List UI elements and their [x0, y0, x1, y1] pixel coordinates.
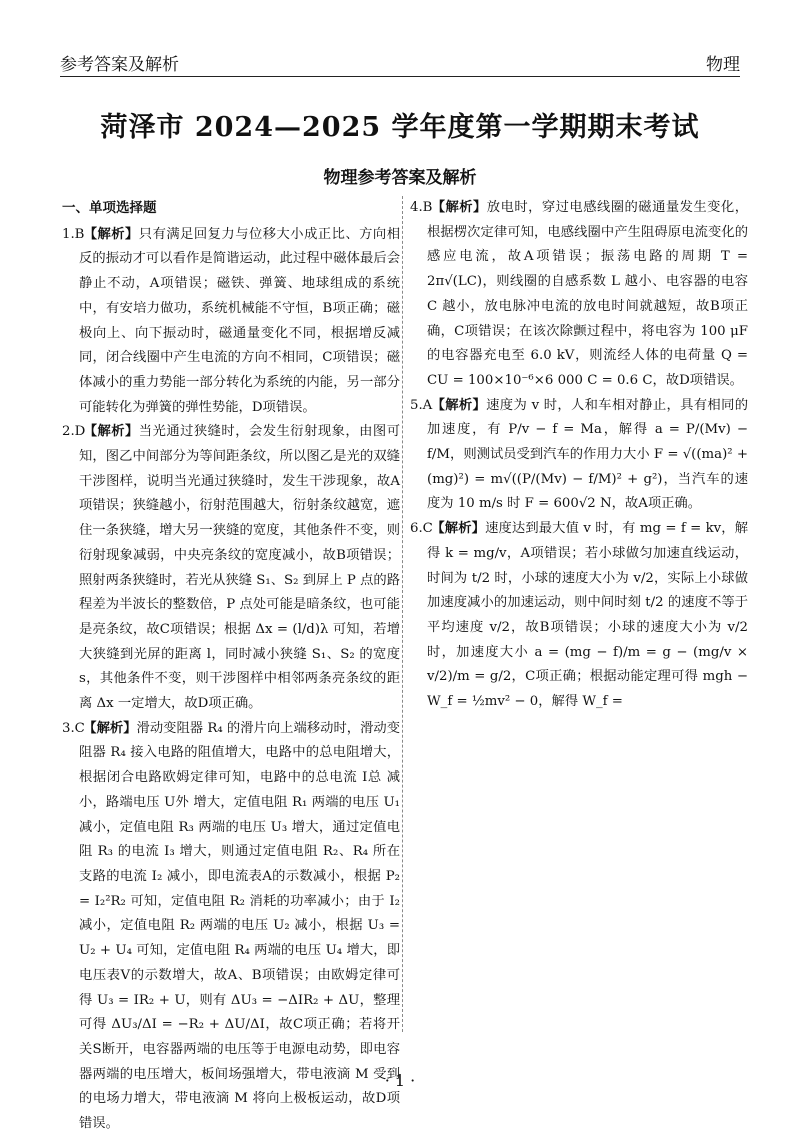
answer-text: 只有满足回复力与位移大小成正比、方向相反的振动才可以看作是简谐运动，此过程中磁体最后会静止不动，A项错误；磁铁、弹簧、地球组成的系统中，有安培力做功，系统机械能不守恒，B项正确；磁极向上、向下振动时，磁通量变化不同，根据增反减同，闭合线圈中产生电流的方向不相同，C项错误；磁体减小的重力势能一部分转化为系统的内能，另一部分可能转化为弹簧的弹性势能，D项错误。: [79, 226, 400, 415]
answer-tag: 【解析】: [83, 720, 137, 736]
page-number: · 1 ·: [384, 1071, 416, 1090]
header-subject: 物理: [706, 55, 740, 75]
answer-tag: 【解析】: [431, 397, 487, 413]
page-subtitle: 物理参考答案及解析: [323, 168, 477, 188]
right-column: [410, 196, 748, 1046]
answer-text: 放电时，穿过电感线圈的磁通量发生变化，根据楞次定律可知，电感线圈中产生阻碍原电流变化的感应电流，故A项错误；振荡电路的周期 T = 2π√(LC)，则线圈的自感系数 L 越小、电容器的电容 C 越小，放电脉冲电流的放电时间就越短，故B项正确，C项错误；在该次除颤过程中，将电容为 100 μF 的电容器充电至 6.0 kV，则流经人体的电荷量 Q = CU = 100×10⁻⁶×6 000 C = 0.6 C，故D项错误。: [427, 200, 748, 388]
answer-tag: 【解析】: [83, 424, 139, 440]
answer-tag: 【解析】: [83, 226, 139, 242]
answer-text: 速度为 v 时，人和车相对静止，具有相同的加速度，有 P/v − f = Ma，解得 a = P/(Mv) − f/M，则测试员受到汽车的作用力大小 F = √((ma)² + (mg)²) = m√((P/(Mv) − f/M)² + g²)，当汽车的速度为 10 m/s 时 F = 600√2 N，故A项正确。: [427, 397, 749, 512]
answer-1: [62, 223, 400, 421]
answer-number: 5.A: [410, 397, 433, 413]
answer-5: [410, 394, 748, 518]
answer-text: 滑动变阻器 R₄ 的滑片向上端移动时，滑动变阻器 R₄ 接入电路的阻值增大，电路中的总电阻增大，根据闭合电路欧姆定律可知，电路中的总电流 I总 减小，路端电压 U外 增大，定值电阻 R₁ 两端的电压 U₁ 减小，定值电阻 R₃ 两端的电压 U₃ 增大，通过定值电阻 R₃ 的电流 I₃ 增大，则通过定值电阻 R₂、R₄ 所在支路的电流 I₂ 减小，即电流表A的示数减小，根据 P₂ = I₂²R₂ 可知，定值电阻 R₂ 消耗的功率减小；由于 I₂ 减小，定值电阻 R₂ 两端的电压 U₂ 减小，根据 U₃ = U₂ + U₄ 可知，定值电阻 R₄ 两端的电压 U₄ 增大，即电压表V的示数增大，故A、B项错误；由欧姆定律可得 U₃ = IR₂ + U，则有 ΔU₃ = −ΔIR₂ + ΔU，整理可得 ΔU₃/ΔI = −R₂ + ΔU/ΔI，故C项正确；若将开关S断开，电容器两端的电压等于电源电动势，即电容器两端的电压增大，板间场强增大，带电液滴 M 受到的电场力增大，带电液滴 M 将向上极板运动，故D项错误。: [79, 720, 401, 1132]
header-left-text: 参考答案及解析: [60, 55, 179, 75]
answer-number: 6.C: [410, 521, 433, 537]
answer-4: [410, 196, 748, 394]
answer-number: 1.B: [62, 226, 85, 242]
answer-number: 2.D: [62, 424, 86, 440]
answer-tag: 【解析】: [431, 521, 486, 537]
answer-6: [410, 517, 748, 715]
page-header: [60, 46, 740, 77]
left-column: [62, 196, 401, 1132]
answer-number: 4.B: [410, 200, 433, 215]
section-title: 一、单项选择题: [62, 200, 157, 216]
answer-text: 速度达到最大值 v 时，有 mg = f = kv，解得 k = mg/v，A项错误；若小球做匀加速直线运动，时间为 t/2 时，小球的速度大小为 v/2，实际上小球做加速度减小的加速运动，则中间时刻 t/2 的速度不等于平均速度 v/2，故B项错误；小球的速度大小为 v/2 时，加速度大小 a = (mg − f)/m = g − (mg/v × v/2)/m = g/2，C项正确；根据动能定理可得 mgh − W_f = ½mv² − 0，解得 W_f =: [427, 521, 749, 710]
answer-2: [62, 420, 400, 716]
answer-tag: 【解析】: [431, 200, 487, 215]
answer-number: 3.C: [62, 720, 85, 736]
column-divider: [402, 196, 403, 1032]
answer-text: 当光通过狭缝时，会发生衍射现象，由图可知，图乙中间部分为等间距条纹，所以图乙是光的双缝干涉图样，说明当光通过狭缝时，发生干涉现象，故A项错误；狭缝越小，衍射范围越大，衍射条纹越宽，遮住一条狭缝，增大另一狭缝的宽度，其他条件不变，则衍射现象减弱，中央亮条纹的宽度减小，故B项错误；照射两条狭缝时，若光从狭缝 S₁、S₂ 到屏上 P 点的路程差为半波长的整数倍，P 点处可能是暗条纹，也可能是亮条纹，故C项错误；根据 Δx = (l/d)λ 可知，若增大狭缝到光屏的距离 l，同时减小狭缝 S₁、S₂ 的宽度 s，其他条件不变，则干涉图样中相邻两条亮条纹的距离 Δx 一定增大，故D项正确。: [79, 424, 400, 712]
page-title: 菏泽市 2024—2025 学年度第一学期期末考试: [100, 112, 700, 143]
